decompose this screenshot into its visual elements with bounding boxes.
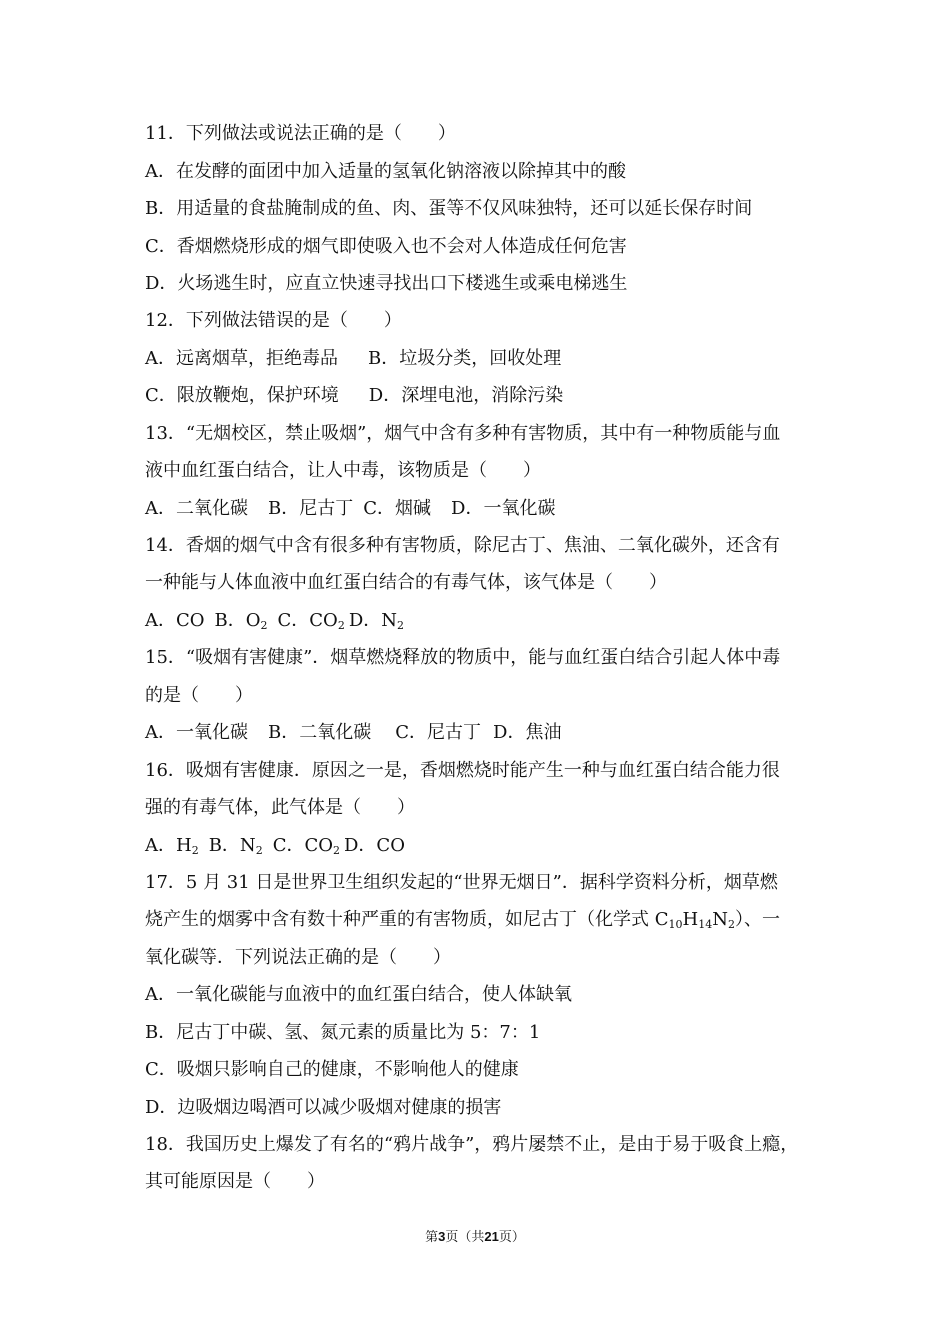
q16-options: [145, 834, 815, 858]
q13-stem-line1: 13．“无烟校区，禁止吸烟”，烟气中含有多种有害物质，其中有一种物质能与血: [145, 423, 781, 444]
q12-options-row2: [145, 384, 815, 408]
q16-stem-line2: 强的有毒气体，此气体是（ ）: [145, 797, 415, 818]
q11-option-a: A．在发酵的面团中加入适量的氢氧化钠溶液以除掉其中的酸: [145, 161, 626, 182]
q13-option-c: C．烟碱: [363, 498, 432, 519]
q17-option-c: C．吸烟只影响自己的健康，不影响他人的健康: [145, 1059, 519, 1080]
q17-stem-line2: 烧产生的烟雾中含有数十种严重的有害物质，如尼古丁（化学式 $C_{10}H_{14}N_2$）、一: [145, 909, 780, 931]
q11-option-d: D．火场逃生时，应直立快速寻找出口下楼逃生或乘电梯逃生: [145, 273, 628, 294]
q15-option-c: C．尼古丁: [395, 722, 482, 743]
q12-options-row1: [145, 347, 815, 371]
q14-option-b: B．$O_2$: [214, 610, 268, 632]
q18-stem-line1: 18．我国历史上爆发了有名的“鸦片战争”，鸦片屡禁不止，是由于易于吸食上瘾，: [145, 1134, 799, 1155]
q11-stem: 11．下列做法或说法正确的是（ ）: [145, 123, 456, 144]
q15-option-a: A．一氧化碳: [145, 722, 248, 743]
q14-option-c: C．$CO_2$: [277, 610, 345, 632]
q11-option-b: B．用适量的食盐腌制成的鱼、肉、蛋等不仅风味独特，还可以延长保存时间: [145, 198, 753, 219]
q17-option-b: B．尼古丁中碳、氢、氮元素的质量比为 5：7：1: [145, 1022, 541, 1043]
q14-option-d: D．$N_2$: [348, 610, 405, 632]
page-footer: 第3页（共21页）: [425, 1229, 525, 1245]
q15-option-b: B．二氧化碳: [268, 722, 372, 743]
q12-option-a: A．远离烟草，拒绝毒品: [145, 348, 338, 369]
q11-option-c: C．香烟燃烧形成的烟气即使吸入也不会对人体造成任何危害: [145, 236, 627, 257]
q14-options: [145, 609, 815, 633]
q15-option-d: D．焦油: [493, 722, 562, 743]
page-number: 3: [438, 1229, 446, 1244]
total-pages: 21: [484, 1229, 499, 1244]
q12-option-c: C．限放鞭炮，保护环境: [145, 385, 339, 406]
q15-options: [145, 721, 815, 745]
q12-option-d: D．深埋电池，消除污染: [368, 385, 564, 406]
q17-stem-line3: 氧化碳等．下列说法正确的是（ ）: [145, 947, 451, 968]
q15-stem-line2: 的是（ ）: [145, 685, 253, 706]
q12-stem: 12．下列做法错误的是（ ）: [145, 310, 402, 331]
q16-option-c: C．$CO_2$: [272, 835, 340, 857]
q13-stem-line2: 液中血红蛋白结合，让人中毒，该物质是（ ）: [145, 460, 541, 481]
q13-options: [145, 497, 815, 521]
q13-option-a: A．二氧化碳: [145, 498, 248, 519]
q14-stem-line2: 一种能与人体血液中血红蛋白结合的有毒气体，该气体是（ ）: [145, 572, 667, 593]
q16-option-b: B．$N_2$: [208, 835, 263, 857]
q18-stem-line2: 其可能原因是（ ）: [145, 1171, 325, 1192]
q14-stem-line1: 14．香烟的烟气中含有很多种有害物质，除尼古丁、焦油、二氧化碳外，还含有: [145, 535, 780, 556]
q15-stem-line1: 15．“吸烟有害健康”．烟草燃烧释放的物质中，能与血红蛋白结合引起人体中毒: [145, 647, 781, 668]
q13-option-b: B．尼古丁: [268, 498, 354, 519]
q17-option-d: D．边吸烟边喝酒可以减少吸烟对健康的损害: [145, 1097, 502, 1118]
q16-stem-line1: 16．吸烟有害健康．原因之一是，香烟燃烧时能产生一种与血红蛋白结合能力很: [145, 760, 780, 781]
q12-option-b: B．垃圾分类，回收处理: [368, 348, 562, 369]
q13-option-d: D．一氧化碳: [451, 498, 556, 519]
q14-option-a: A．CO: [145, 610, 205, 631]
q17-stem-line1: 17．5 月 31 日是世界卫生组织发起的“世界无烟日”．据科学资料分析，烟草燃: [145, 872, 778, 893]
q17-option-a: A．一氧化碳能与血液中的血红蛋白结合，使人体缺氧: [145, 984, 572, 1005]
q16-option-a: A．$H_2$: [145, 835, 199, 857]
q16-option-d: D．CO: [344, 835, 405, 856]
